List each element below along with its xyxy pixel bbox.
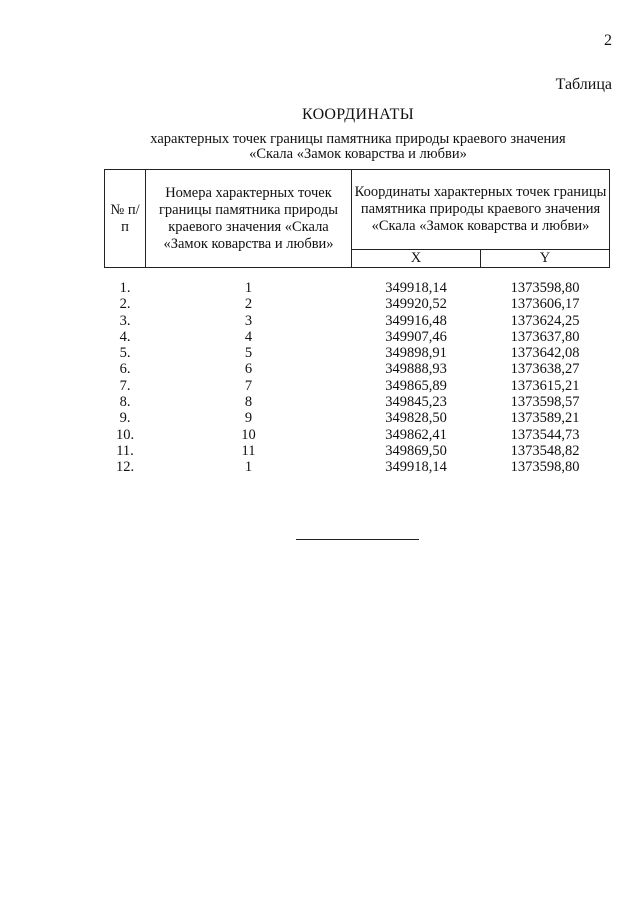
table-row xyxy=(105,345,610,361)
end-rule xyxy=(296,539,419,540)
row-y: 1373638,27 xyxy=(510,361,580,378)
row-number: 3. xyxy=(119,312,131,329)
document-title: КООРДИНАТЫ xyxy=(302,106,414,123)
row-point: 5 xyxy=(244,345,253,362)
subtitle-line-2: «Скала «Замок коварства и любви» xyxy=(249,146,467,162)
table-row xyxy=(105,313,610,329)
row-point: 11 xyxy=(241,442,256,459)
table-row xyxy=(105,378,610,394)
row-point: 10 xyxy=(241,426,256,443)
header-point-number: Номера характерных точек границы памятника природы краевого значения «Скала «Замок коварства и любви» xyxy=(146,170,352,268)
row-x: 349918,14 xyxy=(385,280,447,296)
row-y: 1373598,80 xyxy=(510,459,580,476)
row-y: 1373598,57 xyxy=(510,394,580,411)
table-row xyxy=(105,329,610,345)
row-x: 349845,23 xyxy=(385,394,447,411)
row-point: 8 xyxy=(244,394,253,411)
table-label: Таблица xyxy=(555,76,612,93)
row-x: 349920,52 xyxy=(385,296,447,313)
subtitle-line-1: характерных точек границы памятника природы краевого значения xyxy=(150,131,566,147)
row-x: 349869,50 xyxy=(385,442,447,459)
row-point: 6 xyxy=(244,361,253,378)
table-row xyxy=(105,410,610,426)
row-x: 349862,41 xyxy=(385,426,447,443)
row-point: 1 xyxy=(244,280,253,296)
row-y: 1373589,21 xyxy=(510,410,580,427)
row-point: 9 xyxy=(244,410,253,427)
row-point: 3 xyxy=(244,312,253,329)
row-x: 349916,48 xyxy=(385,312,447,329)
row-number: 7. xyxy=(119,377,131,394)
row-x: 349918,14 xyxy=(385,459,447,476)
header-number: № п/п xyxy=(105,170,146,268)
row-x: 349907,46 xyxy=(385,328,447,345)
table-row xyxy=(105,361,610,377)
row-number: 6. xyxy=(119,361,131,378)
row-x: 349898,91 xyxy=(385,345,447,362)
header-y: Y xyxy=(481,250,610,268)
row-number: 9. xyxy=(119,410,131,427)
row-y: 1373624,25 xyxy=(510,312,580,329)
page-number: 2 xyxy=(604,32,612,49)
row-number: 5. xyxy=(119,345,131,362)
header-coordinates: Координаты характерных точек границы памятника природы краевого значения «Скала «Замок коварства и любви» xyxy=(352,170,610,250)
row-number: 11. xyxy=(116,442,134,459)
header-x: X xyxy=(352,250,481,268)
row-y: 1373637,80 xyxy=(510,328,580,345)
row-number: 8. xyxy=(119,394,131,411)
table-row xyxy=(105,280,610,296)
row-number: 2. xyxy=(119,296,131,313)
row-x: 349828,50 xyxy=(385,410,447,427)
coordinates-table xyxy=(104,169,610,476)
row-y: 1373606,17 xyxy=(510,296,580,313)
row-y: 1373642,08 xyxy=(510,345,580,362)
row-x: 349888,93 xyxy=(385,361,447,378)
row-y: 1373544,73 xyxy=(510,426,580,443)
table-row xyxy=(105,459,610,475)
row-number: 10. xyxy=(115,426,135,443)
row-number: 4. xyxy=(119,328,131,345)
row-number: 1. xyxy=(119,280,131,296)
row-x: 349865,89 xyxy=(385,377,447,394)
row-y: 1373548,82 xyxy=(510,442,580,459)
row-y: 1373615,21 xyxy=(510,377,580,394)
row-y: 1373598,80 xyxy=(510,280,580,296)
table-row xyxy=(105,394,610,410)
row-point: 2 xyxy=(244,296,253,313)
table-row xyxy=(105,443,610,459)
table-body xyxy=(105,268,610,476)
row-point: 4 xyxy=(244,328,253,345)
row-number: 12. xyxy=(115,459,135,476)
row-point: 1 xyxy=(244,459,253,476)
table-row xyxy=(105,296,610,312)
table-row xyxy=(105,427,610,443)
document-subtitle xyxy=(0,132,640,162)
row-point: 7 xyxy=(244,377,253,394)
